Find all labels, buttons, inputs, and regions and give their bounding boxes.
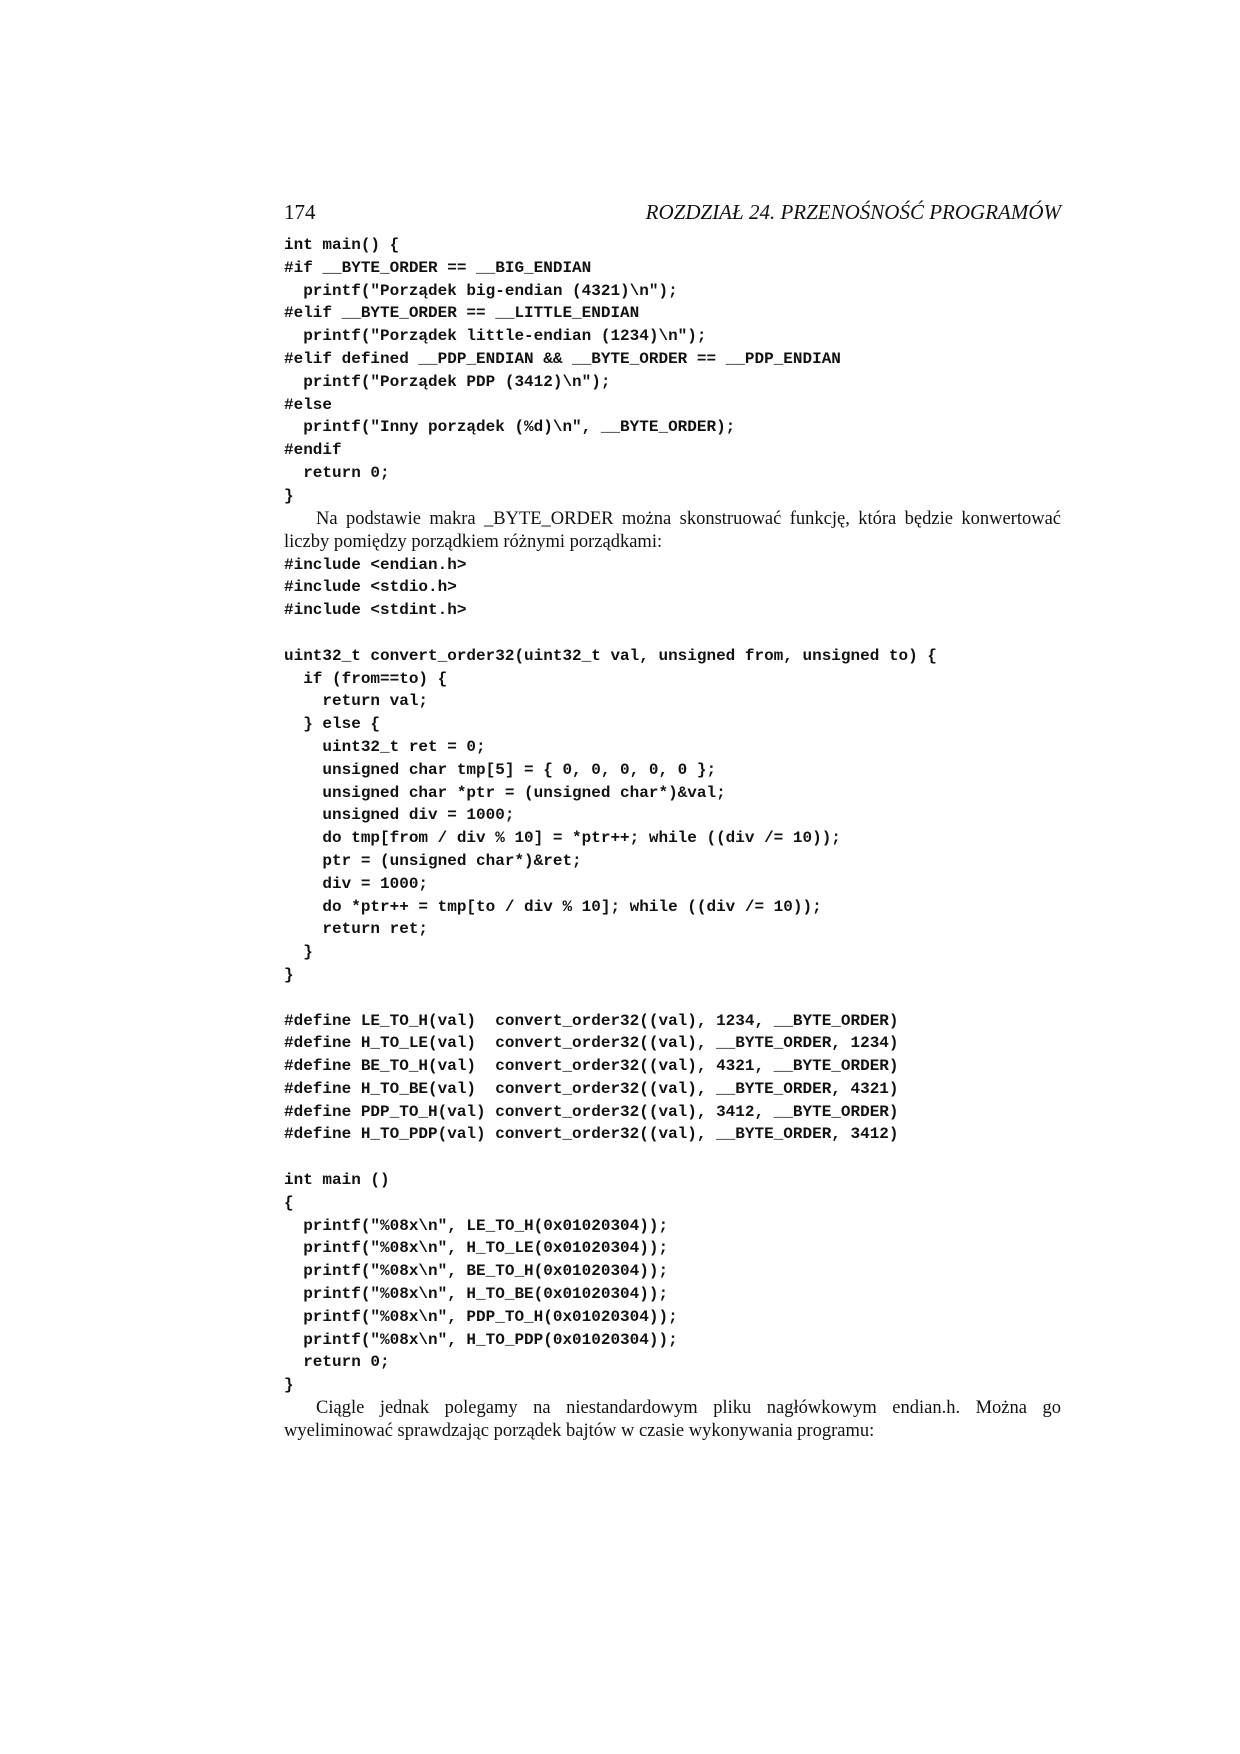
document-page bbox=[284, 200, 1061, 1443]
paragraph-runtime-check: Ciągle jednak polegamy na niestandardowym pliku nagłówkowym endian.h. Można go wyeliminować sprawdzając porządek bajtów w czasie wykonywania programu: bbox=[284, 1398, 1061, 1442]
chapter-title: ROZDZIAŁ 24. PRZENOŚNOŚĆ PROGRAMÓW bbox=[645, 200, 1061, 224]
running-header bbox=[284, 200, 1061, 234]
code-block-convert-order: #include <endian.h> #include <stdio.h> #include <stdint.h> uint32_t convert_order32(uint32_t val, unsigned from, unsigned to) { if (from==to) { return val; } else { uint32_t ret = 0; unsigned char tmp[5] = { 0, 0, 0, 0, 0 }; unsigned char *ptr = (unsigned char*)&val; unsigned div = 1000; do tmp[from / div % 10] = *ptr++; while ((div /= 10)); ptr = (unsigned char*)&ret; div = 1000; do *ptr++ = tmp[to / div % 10]; while ((div /= 10)); return ret; } } #define LE_TO_H(val) convert_order32((val), 1234, __BYTE_ORDER) #define H_TO_LE(val) convert_order32((val), __BYTE_ORDER, 1234) #define BE_TO_H(val) convert_order32((val), 4321, __BYTE_ORDER) #define H_TO_BE(val) convert_order32((val), __BYTE_ORDER, 4321) #define PDP_TO_H(val) convert_order32((val), 3412, __BYTE_ORDER) #define H_TO_PDP(val) convert_order32((val), __BYTE_ORDER, 3412) int main () { printf("%08x\n", LE_TO_H(0x01020304)); printf("%08x\n", H_TO_LE(0x01020304)); printf("%08x\n", BE_TO_H(0x01020304)); printf("%08x\n", H_TO_BE(0x01020304)); printf("%08x\n", PDP_TO_H(0x01020304)); printf("%08x\n", H_TO_PDP(0x01020304)); return 0; } bbox=[284, 555, 937, 1395]
page-number: 174 bbox=[284, 200, 316, 224]
code-block-byte-order-check: int main() { #if __BYTE_ORDER == __BIG_ENDIAN printf("Porządek big-endian (4321)\n"); #elif __BYTE_ORDER == __LITTLE_ENDIAN printf("Porządek little-endian (1234)\n"); #elif defined __PDP_ENDIAN && __BYTE_ORDER == __PDP_ENDIAN printf("Porządek PDP (3412)\n"); #else printf("Inny porządek (%d)\n", __BYTE_ORDER); #endif return 0; } bbox=[284, 236, 841, 505]
paragraph-convert-intro: Na podstawie makra _BYTE_ORDER można skonstruować funkcję, która będzie konwertować liczby pomiędzy porządkiem różnymi porządkami: bbox=[284, 508, 1061, 552]
